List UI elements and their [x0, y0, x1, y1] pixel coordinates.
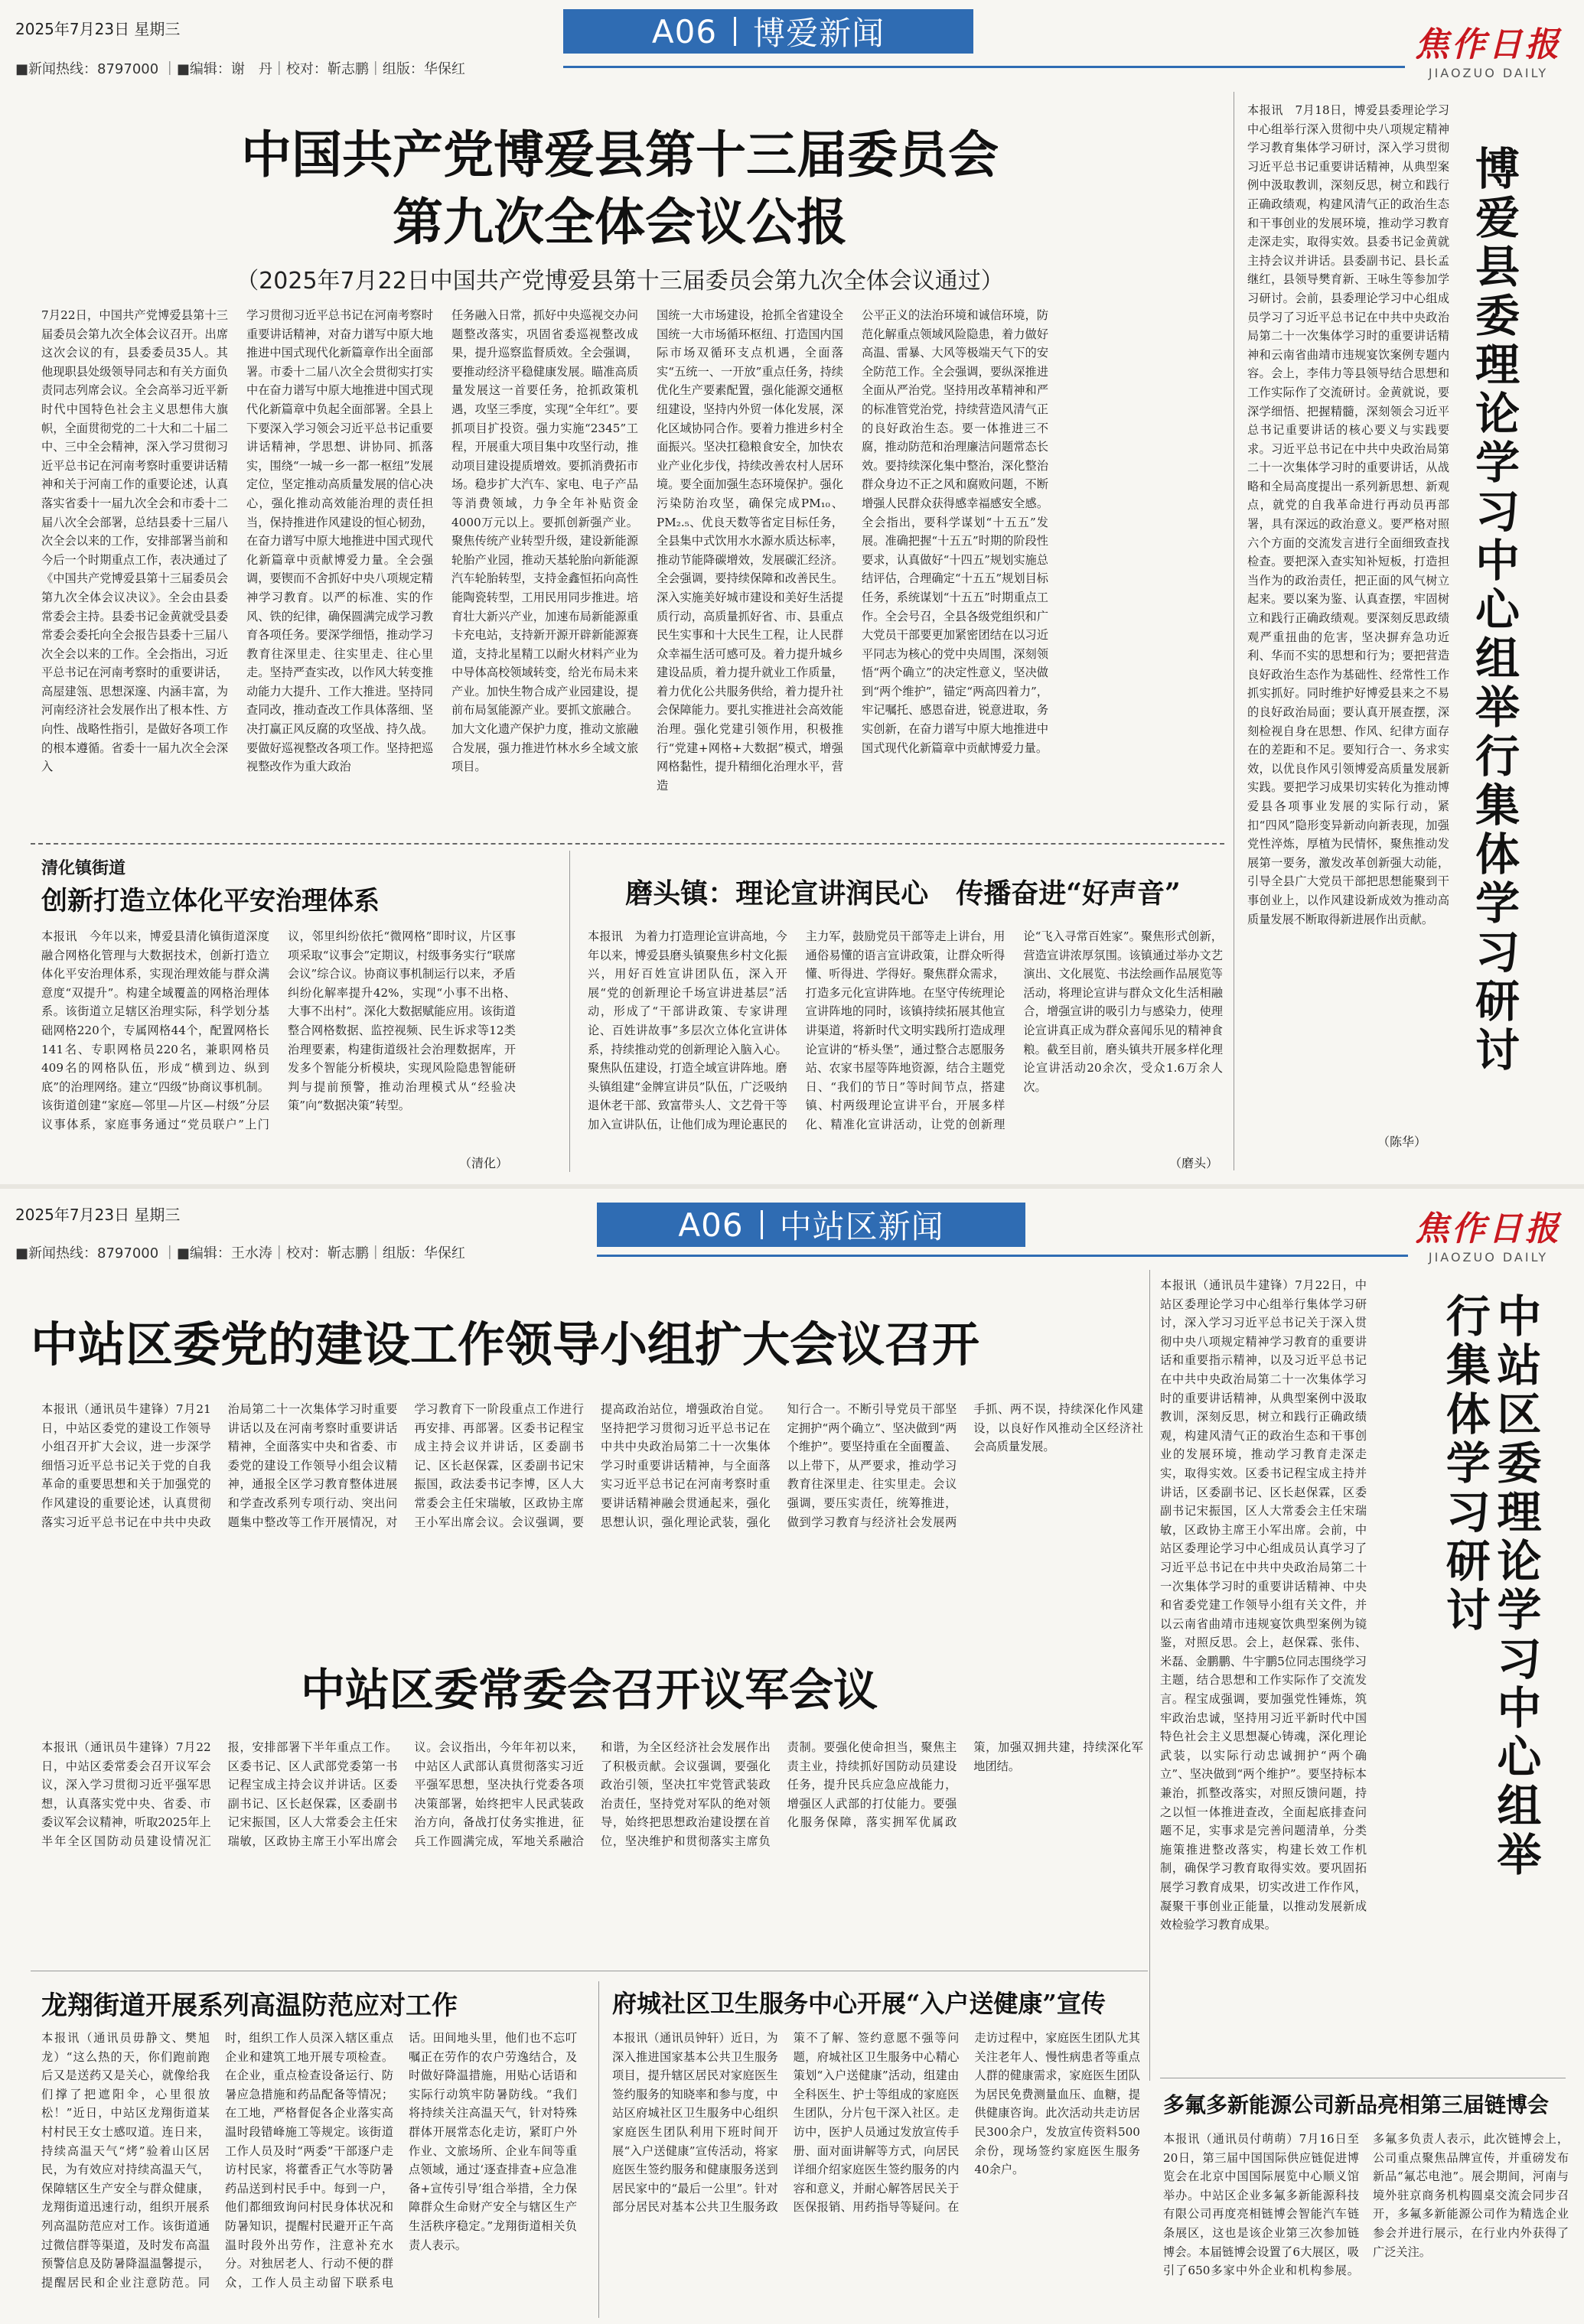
banner-divider — [761, 1210, 763, 1239]
lower-box-divider — [598, 1981, 599, 2318]
top-subhead: （2025年7月22日中国共产党博爱县第十三届委员会第九次全体会议通过） — [236, 268, 1004, 295]
box4-title: 府城社区卫生服务中心开展“入户送健康”宣传 — [612, 1989, 1106, 2018]
bottom-section-code: A06 — [678, 1206, 744, 1244]
top-headline-line1: 中国共产党博爱县第十三届委员会 — [241, 125, 999, 184]
top-headline-line2: 第九次全体会议公报 — [393, 192, 847, 252]
box1-kicker: 清化镇街道 — [41, 859, 126, 878]
bottom-section-banner — [597, 1203, 1025, 1247]
top-body-col-1: 7月22日，中国共产党博爱县第十三届委员会第九次全体会议召开。出席这次会议的有，县委委员35人。其他现职县处级领导同志和有关方面负责同志列席会议。全会高举习近平新时代中国特色社会主义思想伟大旗帜，全面贯彻党的二十大和二十届二中、三中全会精神，深入学习贯彻习近平总书记在河南考察时重要讲话精神和关于河南工作的重要论述，认真落实省委十一届九次全会和市委十二届八次全会部署，总结县委十三届八次全会以来的工作，安排部署当前和今后一个时期重点工作，表决通过了《中国共产党博爱县第十三届委员会第九次全体会议决议》。全会由县委常委会主持。县委书记金黄就受县委常委会委托向全会报告县委十三届八次全会以来的工作。全会指出，习近平总书记在河南考察时的重要讲话，高屋建瓴、思想深邃、内涵丰富，为河南经济社会发展作出了根本性、方向性、战略性指引，是做好各项工作的根本遵循。省委十一届九次全会深入 — [41, 308, 228, 774]
top-meta: ■新闻热线：8797000 ｜■编辑：谢 丹｜校对：靳志鹏｜组版：华保红 — [15, 61, 465, 77]
top-section-banner — [563, 9, 973, 54]
top-date: 2025年7月23日 星期三 — [15, 20, 181, 38]
box2-text: 本报讯 为着力打造理论宣讲高地，今年以来，博爱县磨头镇聚焦乡村文化振兴，用好百姓宣讲团队伍，深入开展“党的创新理论千场宣讲进基层”活动，形成了“干部讲政策、专家讲理论、百姓讲故事”多层次立体化宣讲体系，持续推动党的创新理论入脑入心。聚焦队伍建设，打造全域宣讲阵地。磨头镇组建“金牌宣讲员”队伍，广泛吸纳退休老干部、致富带头人、文艺骨干等加入宣讲队伍，让他们成为理论惠民的主力军，鼓励党员干部等走上讲台，用通俗易懂的语言宣讲政策，让群众听得懂、听得进、学得好。聚焦群众需求，打造多元化宣讲阵地。在坚守传统理论宣讲阵地的同时，该镇持续拓展其他宣讲渠道，将新时代文明实践所打造成理论宣讲的“桥头堡”，通过整合志愿服务站、农家书屋等阵地资源，结合主题党日、“我们的节日”等时间节点，搭建镇、村两级理论宣讲平台，开展多样化、精准化宣讲活动，让党的创新理论“飞入寻常百姓家”。聚焦形式创新，营造宣讲浓厚氛围。该镇通过举办文艺演出、文化展览、书法绘画作品展览等活动，将理论宣讲与群众文化生活相融合，增强宣讲的吸引力与感染力，使理论宣讲真正成为群众喜闻乐见的精神食粮。截至目前，磨头镇共开展多样化理论宣讲活动20余次，受众1.6万余人次。 — [588, 929, 1223, 1131]
right-article-text: 本报讯（通讯员牛建锋）7月22日，中站区委理论学习中心组举行集体学习研讨，深入学习习近平总书记关于深入贯彻中央八项规定精神学习教育的重要讲话和重要指示精神，以及习近平总书记在中共中央政治局第二十一次集体学习时的重要讲话精神，从典型案例中汲取教训，深刻反思，树立和践行正确政绩观，构建风清气正的政治生态和干事创业的发展环境，推动学习教育走深走实，取得实效。区委书记程宝成主持并讲话，区委副书记、区长赵保霖，区委副书记宋振国，区人大常委会主任宋瑞敏，区政协主席王小军出席。会前，中站区委理论学习中心组成员认真学习了习近平总书记在中共中央政治局第二十一次集体学习时的重要讲话精神、中央和省委党建工作领导小组有关文件，并以云南省曲靖市违规宴饮典型案例为镜鉴，对照反思。会上，赵保霖、张伟、米磊、金鹏鹏、牛宇鹏5位同志围绕学习主题，结合思想和工作实际作了交流发言。程宝成强调，要加强党性锤炼，筑牢政治忠诚，坚持用习近平新时代中国特色社会主义思想凝心铸魂，深化理论武装，以实际行动忠诚拥护“两个确立”、坚决做到“两个维护”。要坚持标本兼治，抓整改落实，对照反馈问题，持之以恒一体推进查改，全面起底排查问题不足，实事求是完善问题清单，分类施策推进整改落实，构建长效工作机制，确保学习教育取得实效。要巩固拓展学习教育成果，切实改进工作作风，凝聚干事创业正能量，以推动发展新成效检验学习教育成果。 — [1160, 1278, 1367, 1932]
bottom-headline-a: 中站区委党的建设工作领导小组扩大会议召开 — [31, 1317, 980, 1372]
box1-title: 创新打造立体化平安治理体系 — [41, 886, 380, 916]
top-section-name: 博爱新闻 — [753, 15, 885, 52]
bottom-meta: ■新闻热线：8797000 ｜■编辑：王水涛｜校对：靳志鹏｜组版：华保红 — [15, 1245, 465, 1261]
box2-title: 磨头镇：理论宣讲润民心 传播奋进“好声音” — [625, 877, 1181, 910]
bottom-date: 2025年7月23日 星期三 — [15, 1206, 181, 1224]
box-divider — [569, 851, 570, 1172]
top-body-col-5: 公平正义的法治环境和诚信环境，防范化解重点领域风险隐患，着力做好高温、雷暴、大风等极端天气下的安全防范工作。全会强调，要纵深推进全面从严治党。坚持用改革精神和严的标准管党治党，持续营造风清气正的良好政治生态。要一体推进三不腐，推动防范和治理廉洁问题常态长效。要持续深化集中整治，深化整治群众身边不正之风和腐败问题，不断增强人民群众获得感幸福感安全感。全会指出，要科学谋划“十五五”发展。准确把握“十五五”时期的阶段性要求，认真做好“十四五”规划实施总结评估，合理确定“十五五”规划目标任务，系统谋划“十五五”时期重点工作。全会号召，全县各级党组织和广大党员干部要更加紧密团结在以习近平同志为核心的党中央周围，深刻领悟“两个确立”的决定性意义，坚决做到“两个维护”，锚定“两高四着力”，牢记嘱托、感恩奋进，锐意进取，务实创新，在奋力谱写中原大地推进中国式现代化新篇章中贡献博爱力量。 — [862, 308, 1048, 755]
bottom-logo — [1408, 1201, 1569, 1265]
top-body-col-2: 学习贯彻习近平总书记在河南考察时重要讲话精神，对奋力谱写中原大地推进中国式现代化新篇章作出全面部署。市委十二届八次全会贯彻实打实中在奋力谱写中原大地推进中国式现代化新篇章中负起全面部署。全县上下要深入学习领会习近平总书记重要讲话精神，学思想、讲协同、抓落实，围绕“一城一乡一都一枢纽”发展定位，坚定推动高质量发展的信心决心，强化推动高效能治理的责任担当，保持推进作风建设的恒心韧劲，在奋力谱写中原大地推进中国式现代化新篇章中贡献博爱力量。全会强调，要锲而不舍抓好中央八项规定精神学习教育。以严的标准、实的作风、铁的纪律，确保圆满完成学习教育各项任务。要深学细悟，推动学习教育往深里走、往实里走、往心里走。坚持严查实改，以作风大转变推动能力大提升、工作大推进。坚持同查同改，推动查改工作具体落细、坚决打赢正风反腐的攻坚战、持久战。要做好巡视整改各项工作。坚持把巡视整改作为重大政治 — [246, 308, 433, 774]
box3-text: 本报讯（通讯员毋静文、樊旭龙）“这么热的天，你们跑前跑后又是送药又是关心，就像给我们撑了把遮阳伞，心里很放松！”近日，中站区龙翔街道某村村民王女士感叹道。连日来，持续高温天气“烤”验着山区居民，为有效应对持续高温天气，保障辖区生产安全与群众健康，龙翔街道迅速行动，组织开展系列高温防范应对工作。该街道通过微信群等渠道，及时发布高温预警信息及防暑降温温馨提示，提醒居民和企业注意防范。同时，组织工作人员深入辖区重点企业和建筑工地开展专项检查。在企业，重点检查设备运行、防暑应急措施和药品配备等情况；在工地，严格督促各企业落实高温时段错峰施工等规定。该街道工作人员及时“两委”干部逐户走访村民家，将藿香正气水等防暑药品送到村民手中。每到一户，他们都细致询问村民身体状况和防暑知识，提醒村民避开正午高温时段外出劳作，注意补充水分。对独居老人、行动不便的群众，工作人员主动留下联系电话。田间地头里，他们也不忘叮嘱正在劳作的农户劳逸结合，及时做好降温措施，用贴心话语和实际行动筑牢防暑防线。“我们将持续关注高温天气，针对特殊群体开展常态化走访，紧盯户外作业、文旅场所、企业车间等重点领域，通过‘逐查排查+应急准备+宣传引导’组合举措，全力保障群众生命财产安全与辖区生产生活秩序稳定。”龙翔街道相关负责人表示。 — [41, 2031, 577, 2290]
top-logo-cn: 焦作日报 — [1415, 25, 1562, 64]
bottom-logo-cn: 焦作日报 — [1415, 1209, 1562, 1248]
bottom-right-divider — [1149, 1270, 1150, 2081]
top-body-col-4: 国统一大市场建设，抢抓全省建设全国统一大市场循环枢纽、打造国内国际市场双循环支点机遇，全面落实“五统一、一开放”重点任务，持续优化生产要素配置，强化能源交通枢纽建设，坚持内外贸一体化发展，深化区域协同合作。要着力推进乡村全面振兴。坚决扛稳粮食安全，加快农业产业化步伐，持续改善农村人居环境。要全面加强生态环境保护。强化污染防治攻坚，确保完成PM₁₀、PM₂.₅、优良天数等省定目标任务，全县集中式饮用水水源水质达标率，推动节能降碳增效，发展碳汇经济。全会强调，要持续保障和改善民生。深入实施美好城市建设和美好生活提质行动，高质量抓好省、市、县重点民生实事和十大民生工程，让人民群众幸福生活可感可及。着力提升城乡建设品质，着力提升就业工作质量，着力优化公共服务供给，着力提升社会保障能力。要扎实推进社会高效能治理。强化党建引领作用，积极推行“党建+网格+大数据”模式，增强网格黏性，提升精细化治理水平，营造 — [657, 308, 843, 793]
bottom-section-name: 中站区新闻 — [779, 1208, 944, 1245]
box4-text: 本报讯（通讯员钟轩）近日，为深入推进国家基本公共卫生服务项目，提升辖区居民对家庭医生签约服务的知晓率和参与度，中站区府城社区卫生服务中心组织家庭医生团队利用下班时间开展“入户送健康”宣传活动，将家庭医生签约服务和健康服务送到居民家中的“最后一公里”。针对部分居民对基本公共卫生服务政策不了解、签约意愿不强等问题，府城社区卫生服务中心精心策划“入户送健康”活动，组建由全科医生、护士等组成的家庭医生团队，分片包干深入社区。走访中，医护人员通过发放宣传手册、面对面讲解等方式，向居民详细介绍家庭医生签约服务的内容和意义，并耐心解答居民关于医保报销、用药指导等疑问。在走访过程中，家庭医生团队尤其关注老年人、慢性病患者等重点人群的健康需求，家庭医生团队为居民免费测量血压、血糖，提供健康咨询。此次活动共走访居民300余户，发放宣传资料500余份，现场签约家庭医生服务40余户。 — [612, 2031, 1140, 2215]
bottom-logo-en: JIAOZUO DAILY — [1428, 1250, 1549, 1265]
top-logo — [1408, 17, 1569, 80]
top-logo-en: JIAOZUO DAILY — [1428, 66, 1549, 80]
box1-text: 本报讯 今年以来，博爱县清化镇街道深度融合网格化管理与大数据技术，创新打造立体化平安治理体系，实现治理效能与群众满意度“双提升”。构建全域覆盖的网格治理体系。该街道立足辖区治理实际，科学划分基础网格220个，专属网格44个，配置网格长141名、专职网格员220名，兼职网格员409名的网格队伍，形成“横到边、纵到底”的治理网络。建立“四级”协商议事机制。该街道创建“家庭—邻里—片区—村级”分层议事体系，家庭事务通过“党员联户”上门议，邻里纠纷依托“微网格”即时议，片区事项采取“议事会”定期议，村级事务实行“联席会议”综合议。协商议事机制运行以来，矛盾纠纷化解率提升42%，实现“小事不出格、大事不出村”。深化大数据赋能应用。该街道整合网格数据、监控视频、民生诉求等12类治理要素，构建街道级社会治理数据库，开发多个智能分析模块，实现风险隐患智能研判与提前预警，推动治理模式从“经验决策”向“数据决策”转型。 — [41, 929, 516, 1131]
banner-divider — [734, 17, 736, 46]
top-side-vertical-title: 博爱县委理论学习中心组举行集体学习研讨 — [1468, 145, 1520, 1076]
top-side-article: 本报讯 7月18日，博爱县委理论学习中心组举行深入贯彻中央八项规定精神学习教育集体学习研讨，深入学习贯彻习近平总书记重要讲话精神，从典型案例中汲取教训，深刻反思，树立和践行正确政绩观，构建风清气正的政治生态和干事创业的发展环境，推动学习教育走深走实，取得实效。县委书记金黄就主持会议并讲话。县委副书记、县长孟继红，县领导樊育新、王咏生等参加学习研讨。会前，县委理论学习中心组成员学习了习近平总书记在中共中央政治局第二十一次集体学习时的重要讲话精神和云南省曲靖市违规宴饮案例专题内容。会上，李伟力等县领导结合思想和工作实际作了交流研讨。金黄就说，要深学细悟、把握精髓，深刻领会习近平总书记重要讲话的核心要义与实践要求。习近平总书记在中共中央政治局第二十一次集体学习时的重要讲话，从战略和全局高度提出一系列新思想、新观点，就党的自我革命进行再动员再部署，具有深远的政治意义。要严格对照六个方面的交流发言进行全面细致查找检查。要把深入查实知补短板，打造担当作为的政治责任，把正面的风气树立起来。要以案为鉴、认真查摆，牢固树立和践行正确政绩观。要深刻反思政绩观严重扭曲的危害，坚决摒弃急功近利、华而不实的思想和行为；要把营造良好政治生态作为基础性、经常性工作抓实抓好。同时维护好博爱县来之不易的良好政治局面；要认真开展查摆，深刻检视自身在思想、作风、纪律方面存在的差距和不足。要知行合一、务求实效，以优良作风引领博爱高质量发展新实践。要把学习成果切实转化为推动博爱县各项事业发展的实际行动，紧扣“四风”隐形变异新动向新表现，加强党性淬炼，厚植为民情怀，聚焦推动发展第一要务，激发改革创新强大动能，引导全县广大党员干部把思想能聚到干事创业上，以作风建设新成效为推动高质量发展不断取得新进展作出贡献。 — [1247, 103, 1449, 926]
page-divider — [0, 1184, 1584, 1189]
article-b-text: 本报讯（通讯员牛建锋）7月22日，中站区委常委会召开议军会议，深入学习贯彻习近平强军思想，认真落实党中央、省委、市委议军会议精神，听取2025年上半年全区国防动员建设情况汇报，安排部署下半年重点工作。区委书记、区人武部党委第一书记程宝成主持会议并讲话。区委副书记、区长赵保霖，区委副书记宋振国，区人大常委会主任宋瑞敏，区政协主席王小军出席会议。会议指出，今年年初以来，中站区人武部认真贯彻落实习近平强军思想，坚决执行党委各项决策部署，始终把牢人民武装政治方向，备战打仗务实推进，征兵工作圆满完成，军地关系融洽和谐，为全区经济社会发展作出了积极贡献。会议强调，要强化政治引领，坚决扛牢党管武装政治责任，坚持党对军队的绝对领导，始终把思想政治建设摆在首位，坚决维护和贯彻落实主席负责制。要强化使命担当，聚焦主责主业，持续抓好国防动员建设任务，提升民兵应急应战能力，增强区人武部的打仗能力。要强化服务保障，落实拥军优属政策，加强双拥共建，持续深化军地团结。 — [41, 1740, 1143, 1848]
box1-author: （清化） — [459, 1156, 509, 1170]
bottom-header-rule — [597, 1255, 1408, 1257]
article-a-text: 本报讯（通讯员牛建锋）7月21日，中站区委党的建设工作领导小组召开扩大会议，进一步深学细悟习近平总书记关于党的自我革命的重要思想和关于加强党的作风建设的重要论述，认真贯彻落实习近平总书记在中共中央政治局第二十一次集体学习时重要讲话以及在河南考察时重要讲话精神，全面落实中央和省委、市委党的建设工作领导小组会议精神，通报全区学习教育整体进展和学查改系列专项行动、突出问题集中整改等工作开展情况，对学习教育下一阶段重点工作进行再安排、再部署。区委书记程宝成主持会议并讲话，区委副书记、区长赵保霖，区委副书记宋振国，政法委书记李博，区人大常委会主任宋瑞敏，区政协主席王小军出席会议。会议强调，要提高政治站位，增强政治自觉。坚持把学习贯彻习近平总书记在中共中央政治局第二十一次集体学习时重要讲话精神，与全面落实习近平总书记在河南考察时重要讲话精神融会贯通起来，强化思想认识，强化理论武装，强化知行合一。不断引导党员干部坚定拥护“两个确立”、坚决做到“两个维护”。要坚持重在全面覆盖、以上带下，从严要求，推动学习教育往深里走、往实里走。会议强调，要压实责任，统筹推进，做到学习教育与经济社会发展两手抓、两不误，持续深化作风建设，以良好作风推动全区经济社会高质量发展。 — [41, 1402, 1143, 1529]
right-vertical-title: 中站区委理论学习中心组举行集体学习研讨 — [1438, 1293, 1542, 1880]
box5-text: 本报讯（通讯员付萌萌）7月16日至20日，第三届中国国际供应链促进博览会在北京中国国际展览中心顺义馆举办。中站区企业多氟多新能源科技有限公司再度亮相链博会智能汽车链条展区，这也是该企业第三次参加链博会。本届链博会设置了6大展区，吸引了650多家中外企业和机构参展。多氟多负责人表示，此次链博会上，公司重点聚焦品牌宣传，并重磅发布新品“氟芯电池”。展会期间，河南与境外驻京商务机构圆桌交流会同步召开，多氟多新能源公司作为精选企业参会并进行展示，在行业内外获得了广泛关注。 — [1163, 2132, 1569, 2278]
top-header-rule — [563, 66, 1405, 68]
top-section-code: A06 — [651, 12, 718, 50]
box3-title: 龙翔街道开展系列高温防范应对工作 — [41, 1990, 458, 2021]
bottom-headline-b: 中站区委常委会召开议军会议 — [300, 1664, 878, 1716]
box5-title: 多氟多新能源公司新品亮相第三届链博会 — [1163, 2092, 1550, 2117]
top-side-author: （陈华） — [1377, 1134, 1427, 1149]
top-body-col-3: 任务融入日常，抓好中央巡视交办问题整改落实，巩固省委巡视整改成果，提升巡察监督质效。全会强调，要推动经济平稳健康发展。瞄准高质量发展这一首要任务，抢抓政策机遇，攻坚三季度，实现“全年红”。要抓项目扩投资。强力实施“2345”工程，开展重大项目集中攻坚行动，推动项目建设提质增效。要抓消费拓市场。稳步扩大汽车、家电、电子产品等消费领域，力争全年补贴资金4000万元以上。要抓创新强产业。聚焦传统产业转型升级，建设新能源轮胎产业园，推动天基轮胎向新能源汽车轮胎转型，支持金鑫恒拓向高性能陶瓷转型，工用民用同步推进。培育壮大新兴产业，加速布局新能源重卡充电站，支持新开源开辟新能源赛道，支持北星精工以耐火材料产业为中导体高校领域转变，给光布局未来产业。加快生物合成产业园建设，提前布局氢能源产业。要抓文旅融合。加大文化遗产保护力度，推动文旅融合发展，强力推进竹林水乡全域文旅项目。 — [451, 308, 638, 774]
top-divider-dashed — [31, 843, 1224, 845]
box2-author: （磨头） — [1169, 1156, 1219, 1170]
